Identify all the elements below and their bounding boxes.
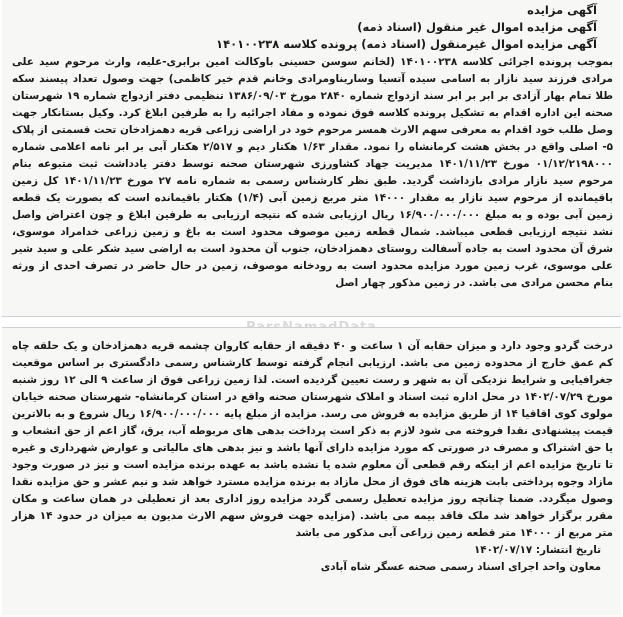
- notice-body-part-1: بموجب پرونده اجرائی کلاسه ۱۴۰۱۰۰۲۳۸ (لخانم سوسن حسینی باوکالت امین برابری-علیه، وارث مرحوم سید علی مرادی فرزند سید نازار به اسامی سیده آتسیا وساریناومرادی وخانم قدم خیر کاظمی) جهت وصول تعداد پیسند سکه طلا تمام بهار آزادی بر ابر بر ابر سند ازدواج شماره ۲۸۴۰ مورخ ۱۳۸۶/۰۹/۰۳ تنظیمی دفتر ازدواج شماره ۱۹ شهرستان صحنه این اداره اقدام به تشکیل پرونده کلاسه فوق نموده و مفاد اجرائیه را به طرفین ابلاغ کرد. وکیل بستانکار جهت وصل طلب خود اقدام به معرفی سهم الارث همسر مرحوم خود در اراضی زراعی قریه دهمزادخان تحت قسمتی از پلاک ۵- اصلی واقع در بخش هشت کرمانشاه را نمود. مقدار ۱/۶۳ هکتار دیم و ۲/۵۱۷ هکتار آبی بر ابر نامه اعلامی شماره ۰۱/۱۲/۲۱۹۸۰۰۰ مورخ ۱۴۰۱/۱۱/۲۳ مدیریت جهاد کشاورزی شهرستان صحنه توسط دفتر یادداشت ثبت متبوعه بنام مرحوم سید نازار مرادی بازداشت گردید. طبق نظر کارشناس رسمی به شماره نامه ۲۷ مورخ ۱۴۰۱/۱۱/۲۳ کل زمین باقیمانده از مرحوم سید نازار به مقدار ۱۴۰۰۰ متر مربع زمین آبی (۱/۴) هکتار باقیمانده است که بصورت یک قطعه زمین آبی بوده و به مبلغ ۱۶/۹۰۰/۰۰۰/۰۰۰ ریال ارزیابی شده که نتیجه ارزیابی به طرفین ابلاغ و چون اعتراض واصل نشد نتیجه ارزیابی قطعی میباشد. شمال قطعه زمین موصوف محدود است به باغ و زمین زراعی خدامراد موسوی، شرق آن محدود است به جاده آسفالت روستای دهمزادخان، جنوب آن محدود است به اراضی سید شکر علی و سید شیر علی موسوی، غرب زمین مورد مزایده محدود است به رودخانه موصوف، زمین در حال حاضر در تصرف احدی از ورثه بنام محسن مرادی می باشد. در زمین مذکور چهار اصل: [12, 56, 614, 289]
- signature-line: معاون واحد اجرای اسناد رسمی صحنه عسگر شاه آبادی: [320, 561, 601, 573]
- notice-body-part-2: درخت گردو وجود دارد و میزان حقابه آن ۱ ساعت و ۴۰ دقیقه از حقابه کاروان چشمه قریه دهمزادخان و یک حلقه چاه کم عمق خارج از محدوده زمین می باشد. ارزیابی انجام گرفته توسط کارشناس رسمی دادگستری بر اساس موقعیت جغرافیایی و شرایط نزدیکی آن به شهر و رست تعیین گردیده است. لذا زمین زراعی فوق از ساعت ۹ الی ۱۲ روز شنبه مورخ ۱۴۰۲/۰۷/۲۹ در محل اداره ثبت اسناد و املاک شهرستان صحنه واقع در استان کرمانشاه- شهرستان صحنه خیابان مولوی کوی اقاقیا ۱۴ از طریق مزایده به فروش می رسد. مزایده از مبلغ پایه ۱۶/۹۰۰/۰۰۰/۰۰۰ ریال شروع و به بالاترین قیمت پیشنهادی نقدا فروخته می شود لازم به ذکر است پرداخت بدهی های مربوطه آب، برق، گاز اعم از حق انشعاب و یا حق اشتراک و مصرف در صورتی که مورد مزایده دارای آنها باشد و نیز بدهی های مالیاتی و عوارض شهرداری و غیره تا تاریخ مزایده اعم از اینکه رقم قطعی آن معلوم شده یا نشده باشد به عهده برنده مزایده است و نیز در صورت وجود مازاد وجوه پرداختی بابت هزینه های فوق از محل مازاد به برنده مزایده مسترد خواهد شد و نیم عشر و حق مزایده نقدا وصول میگردد. ضمنا چنانچه روز مزایده تعطیل رسمی گردد مزایده روز اداری بعد از تعطیلی در همان ساعت و مکان مقرر برگزار خواهد شد ملک فاقد بیمه می باشد. (مزایده جهت فروش سهم الارث مدیون به میزان در حدود ۱۴ هزار متر مربع از ۱۴۰۰۰ متر قطعه زمین زراعی آبی مذکور می باشد: [12, 340, 613, 539]
- notice-heading-2: آگهی مزایده اموال غیر منقول (اسناد ذمه): [357, 20, 597, 34]
- notice-heading-3: آگهی مزایده اموال غیرمنقول (اسناد ذمه) پرونده کلاسه ۱۴۰۱۰۰۲۳۸: [216, 37, 597, 51]
- auction-notice-bottom-clipping: [2, 327, 621, 615]
- clipping-separator: [0, 317, 623, 327]
- auction-notice-top-clipping: [2, 0, 621, 317]
- publish-date: تاریخ انتشار: ۱۴۰۲/۰۷/۱۷: [473, 544, 601, 556]
- notice-heading-1: آگهی مزایده: [527, 3, 597, 17]
